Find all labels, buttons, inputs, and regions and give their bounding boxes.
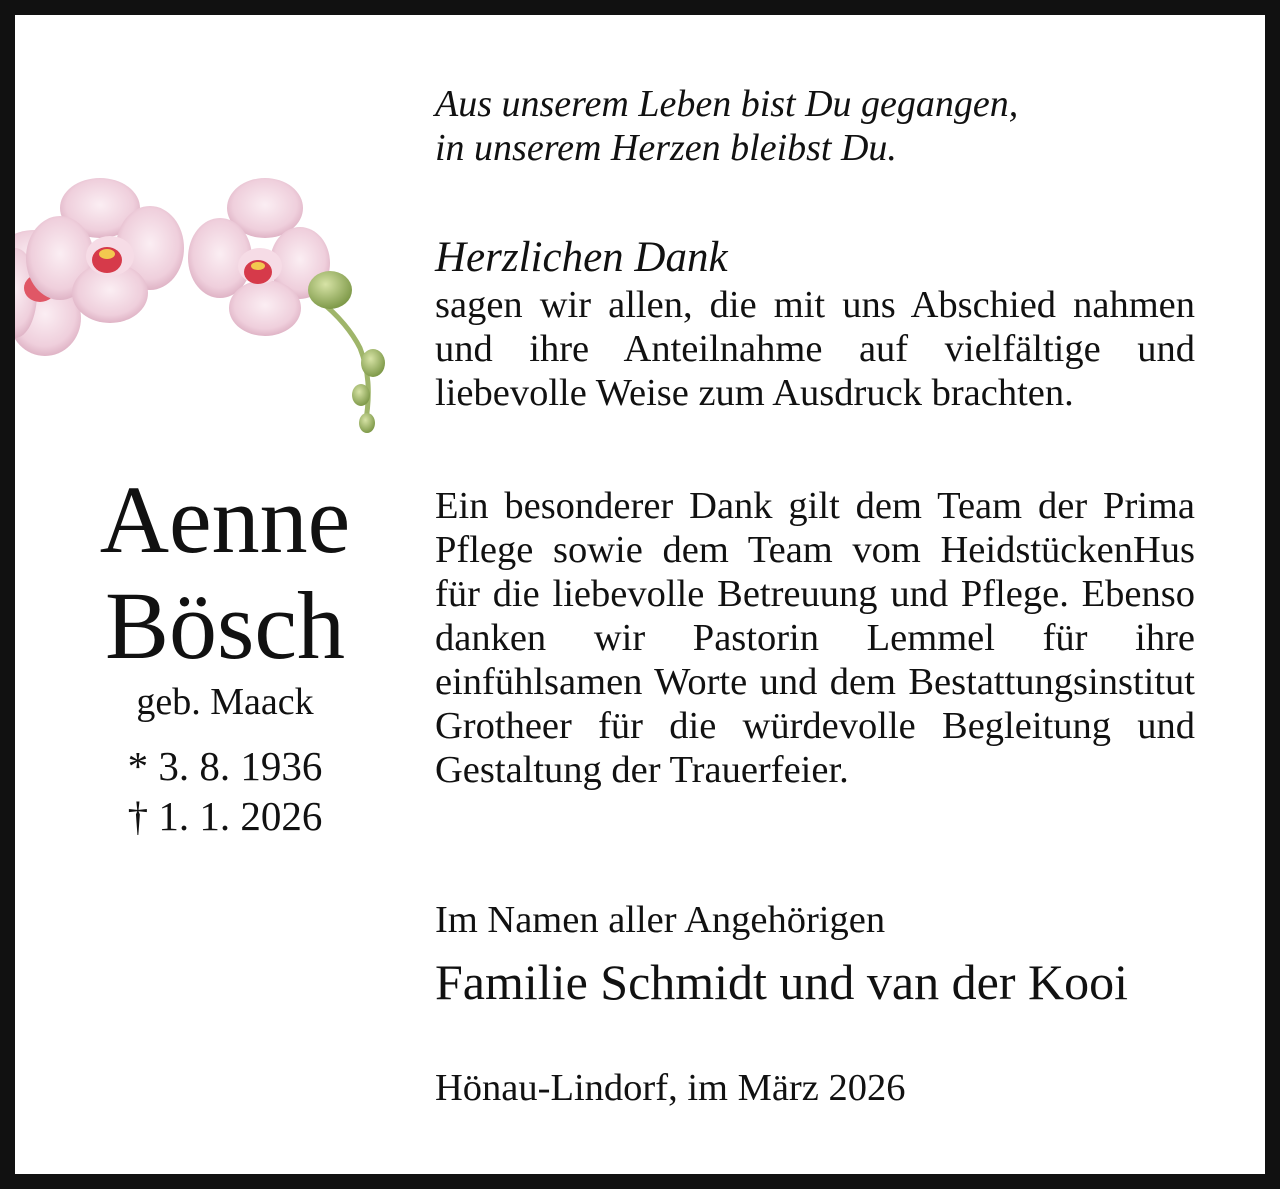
- birth-name: geb. Maack: [136, 681, 314, 723]
- thanks-heading: Herzlichen Dank: [435, 234, 728, 281]
- thanks-paragraph-1: sagen wir allen, die mit uns Abschied nahmen und ihre Anteilnahme auf vielfältige und liebevolle Weise zum Ausdruck brachten.: [435, 284, 1195, 414]
- signature-intro: Im Namen aller Angehörigen: [435, 899, 886, 941]
- orchid-branch-icon: [15, 168, 395, 448]
- place-date: Hönau-Lindorf, im März 2026: [435, 1067, 906, 1109]
- birth-date: * 3. 8. 1936: [127, 743, 323, 789]
- deceased-first-name: Aenne: [99, 466, 351, 573]
- motto-line-2: in unserem Herzen bleibst Du.: [435, 127, 897, 169]
- motto: [435, 82, 1195, 170]
- death-date: † 1. 1. 2026: [127, 793, 323, 839]
- deceased-last-name: Bösch: [105, 572, 345, 679]
- motto-line-1: Aus unserem Leben bist Du gegangen,: [435, 83, 1019, 125]
- thanks-paragraph-2: Ein besonderer Dank gilt dem Team der Prima Pflege sowie dem Team vom HeidstückenHus für die liebevolle Betreuung und Pflege. Ebenso danken wir Pastorin Lemmel für ihre einfühlsamen Worte und dem Bestattungsinstitut Grotheer für die würdevolle Begleitung und Gestaltung der Trauerfeier.: [435, 485, 1195, 791]
- family-name: Familie Schmidt und van der Kooi: [435, 954, 1128, 1010]
